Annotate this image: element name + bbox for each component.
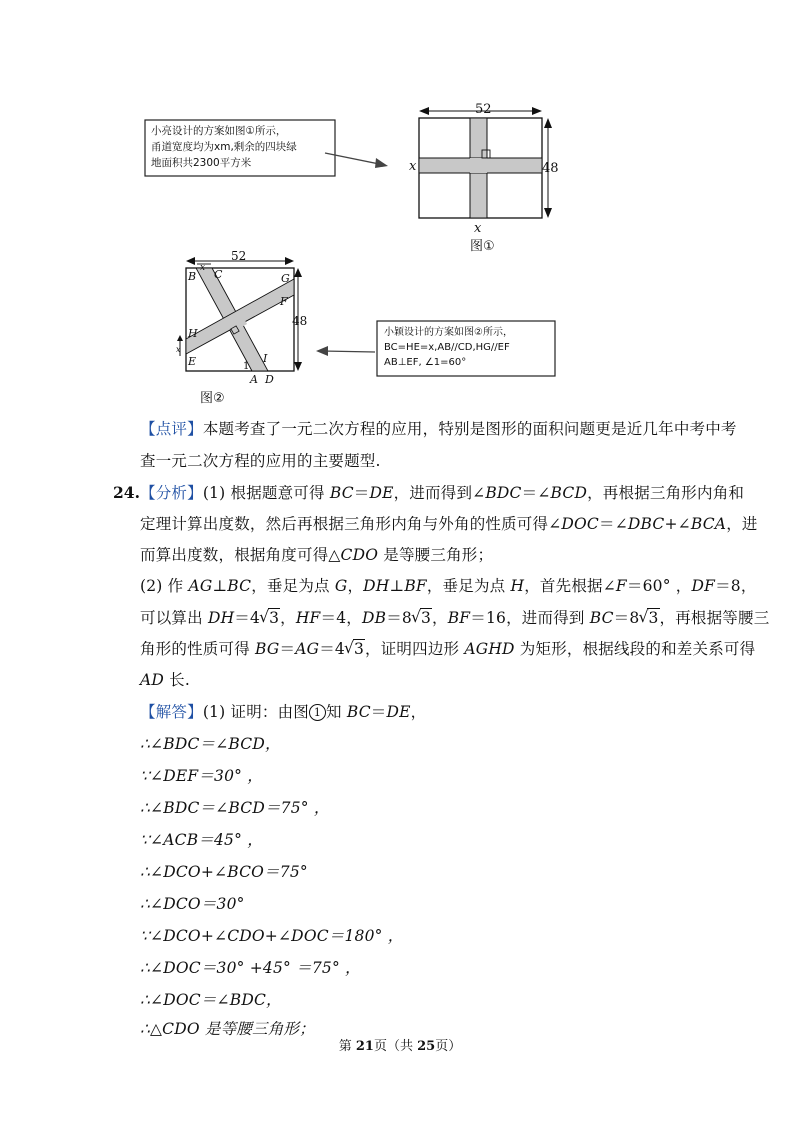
- t: ，首先根据∠: [524, 577, 616, 595]
- t: ＝∠: [599, 515, 628, 533]
- dianping-text-2: 查一元二次方程的应用的主要题型.: [140, 452, 381, 470]
- t: ，进而得到∠: [393, 484, 486, 502]
- t: DE: [386, 703, 411, 721]
- t: G: [334, 577, 348, 595]
- box1-line-2: 甬道宽度均为xm,剩余的四块绿: [151, 141, 297, 153]
- arrow-1-head: [375, 158, 388, 168]
- t: 为矩形，根据线段的和差关系可得: [514, 640, 756, 658]
- t: BCD: [550, 484, 588, 502]
- t: F: [615, 577, 627, 595]
- analysis-tag: 【分析】: [140, 484, 203, 502]
- sqrt: [412, 607, 432, 629]
- page-footer: [0, 1038, 800, 1056]
- t: ＝: [370, 703, 387, 721]
- t: ，: [347, 577, 364, 595]
- t: BC: [329, 484, 354, 502]
- t: DOC: [561, 515, 599, 533]
- dianping-tag: 【点评】: [140, 420, 203, 438]
- t: 3: [648, 609, 659, 627]
- page-total: 25: [417, 1039, 436, 1054]
- sqrt: [639, 607, 659, 629]
- fig2-label-G: G: [281, 272, 290, 285]
- t: 页）: [435, 1039, 462, 1054]
- t: 角形的性质可得: [140, 640, 256, 658]
- box1-line-3: 地面积共2300平方米: [151, 157, 252, 169]
- t: ＝∠: [521, 484, 551, 502]
- question-number: 24.: [113, 483, 140, 502]
- t: 3: [420, 609, 432, 627]
- fig1-bottom-label: x: [474, 221, 482, 236]
- box2-line-3: AB⊥EF, ∠1=60°: [384, 357, 467, 368]
- analysis-line-4: [140, 575, 757, 597]
- analysis-line-6: [140, 638, 755, 660]
- sqrt: [260, 607, 280, 629]
- solution-line-0: [140, 701, 426, 723]
- fig1-caption: 图①: [470, 239, 495, 254]
- t: ⊥: [212, 577, 228, 595]
- t: ⊥: [389, 577, 405, 595]
- solution-line-9: ∴∠DOC＝∠BDC，: [140, 991, 282, 1009]
- t: DH: [363, 577, 390, 595]
- t: H: [510, 577, 525, 595]
- solution-line-2: ∵∠DEF＝30° ，: [140, 767, 263, 785]
- analysis-line-1: [140, 482, 744, 504]
- t: ，垂足为点: [251, 577, 335, 595]
- fig1-left-label: x: [409, 159, 417, 174]
- fig2-caption: 图②: [200, 391, 225, 406]
- solution-line-3: ∴∠BDC＝∠BCD＝75° ，: [140, 799, 330, 817]
- t: ，: [432, 609, 448, 627]
- t: AG: [188, 577, 213, 595]
- t: ＝: [279, 640, 296, 658]
- figure-2: [176, 249, 307, 406]
- t: ＝8: [613, 609, 640, 627]
- t: (1) 证明：由图: [202, 703, 309, 721]
- t: 可以算出: [140, 609, 208, 627]
- t: ，再根据等腰三: [659, 609, 770, 627]
- t: 3: [353, 640, 365, 658]
- fig2-right-label: 48: [292, 314, 308, 328]
- t: AG: [295, 640, 320, 658]
- t: ＝4: [319, 640, 345, 658]
- box1-line-1: 小亮设计的方案如图①所示，: [151, 125, 287, 137]
- solution-line-5: ∴∠DCO+∠BCO＝75°: [140, 863, 308, 881]
- figure-diagrams: [0, 0, 800, 420]
- t: 知: [326, 703, 347, 721]
- figure-1: [409, 102, 559, 254]
- fig2-label-C: C: [214, 268, 223, 281]
- t: +∠: [664, 515, 691, 533]
- circled-number: 1: [309, 704, 326, 721]
- sqrt: [345, 638, 365, 660]
- t: ，: [410, 703, 427, 721]
- t: ＝8，: [715, 577, 757, 595]
- solution-line-6: ∴∠DCO＝30°: [140, 895, 245, 913]
- t: 定理计算出度数，然后再根据三角形内角与外角的性质可得∠: [140, 515, 562, 533]
- fig2-label-D: D: [265, 373, 274, 386]
- t: DE: [369, 484, 394, 502]
- fig2-x-label: x: [200, 263, 206, 273]
- solution-line-1: ∴∠BDC＝∠BCD，: [140, 735, 281, 753]
- t: BCA: [690, 515, 727, 533]
- t: ＝4，: [320, 609, 362, 627]
- box2-line-1: 小颖设计的方案如图②所示，: [384, 327, 513, 338]
- fig2-label-H: H: [188, 327, 198, 340]
- solution-line-8: ∴∠DOC＝30° +45° ＝75° ，: [140, 959, 361, 977]
- t: ，再根据三角形内角和: [587, 484, 745, 502]
- t: DF: [691, 577, 716, 595]
- t: 3: [269, 609, 280, 627]
- solution-tag: 【解答】: [140, 703, 203, 721]
- t: ，垂足为点: [426, 577, 511, 595]
- t: 页（共: [373, 1039, 418, 1054]
- fig2-xleft-label: x: [176, 345, 181, 354]
- t: BF: [404, 577, 427, 595]
- t: DBC: [627, 515, 665, 533]
- arrow-2: [322, 351, 375, 352]
- t: ＝60° ，: [626, 577, 692, 595]
- t: 第: [338, 1039, 356, 1054]
- fig1-right-label: 48: [542, 161, 559, 176]
- analysis-line-7: [140, 669, 190, 691]
- solution-line-7: ∵∠DCO+∠CDO+∠DOC＝180° ，: [140, 927, 404, 945]
- t: 长.: [164, 671, 190, 689]
- dianping-line-1: [140, 418, 737, 440]
- t: BC: [589, 609, 614, 627]
- t: ＝4: [234, 609, 261, 627]
- fig2-label-1: 1: [243, 361, 250, 372]
- t: (1) 根据题意可得: [202, 484, 330, 502]
- solution-line-10: ∴△CDO 是等腰三角形；: [140, 1020, 315, 1038]
- solution-line-4: ∵∠ACB＝45° ，: [140, 831, 263, 849]
- box2-line-2: BC=HE=x,AB//CD,HG//EF: [384, 342, 510, 353]
- t: BDC: [485, 484, 522, 502]
- t: ，进: [726, 515, 758, 533]
- fig2-label-F: F: [280, 295, 288, 308]
- t: AD: [140, 671, 165, 689]
- t: ＝16，进而得到: [470, 609, 590, 627]
- fig2-top-label: 52: [231, 249, 247, 263]
- t: CDO: [340, 546, 379, 564]
- t: ，证明四边形: [365, 640, 465, 658]
- t: BC: [227, 577, 252, 595]
- analysis-line-2: [140, 513, 758, 535]
- t: DB: [361, 609, 387, 627]
- t: BG: [255, 640, 280, 658]
- analysis-line-3: [140, 544, 493, 566]
- t: 而算出度数，根据角度可得△: [140, 546, 341, 564]
- fig2-label-E: E: [188, 355, 197, 368]
- t: AGHD: [464, 640, 515, 658]
- t: ＝: [353, 484, 370, 502]
- fig1-top-label: 52: [475, 102, 492, 117]
- fig2-label-I: I: [263, 352, 268, 365]
- t: DH: [207, 609, 235, 627]
- arrow-2-head: [316, 346, 328, 356]
- t: ，: [280, 609, 296, 627]
- t: BF: [447, 609, 471, 627]
- page-number: 21: [355, 1039, 374, 1054]
- t: BC: [346, 703, 371, 721]
- dianping-text-1: 本题考查了一元二次方程的应用，特别是图形的面积问题更是近几年中考中考: [202, 420, 737, 438]
- analysis-line-5: [140, 607, 769, 629]
- fig2-label-A: A: [250, 373, 258, 386]
- fig2-label-B: B: [188, 270, 197, 283]
- t: HF: [295, 609, 321, 627]
- dianping-line-2: [140, 450, 381, 472]
- t: (2) 作: [140, 577, 189, 595]
- t: 是等腰三角形；: [378, 546, 494, 564]
- t: ＝8: [386, 609, 412, 627]
